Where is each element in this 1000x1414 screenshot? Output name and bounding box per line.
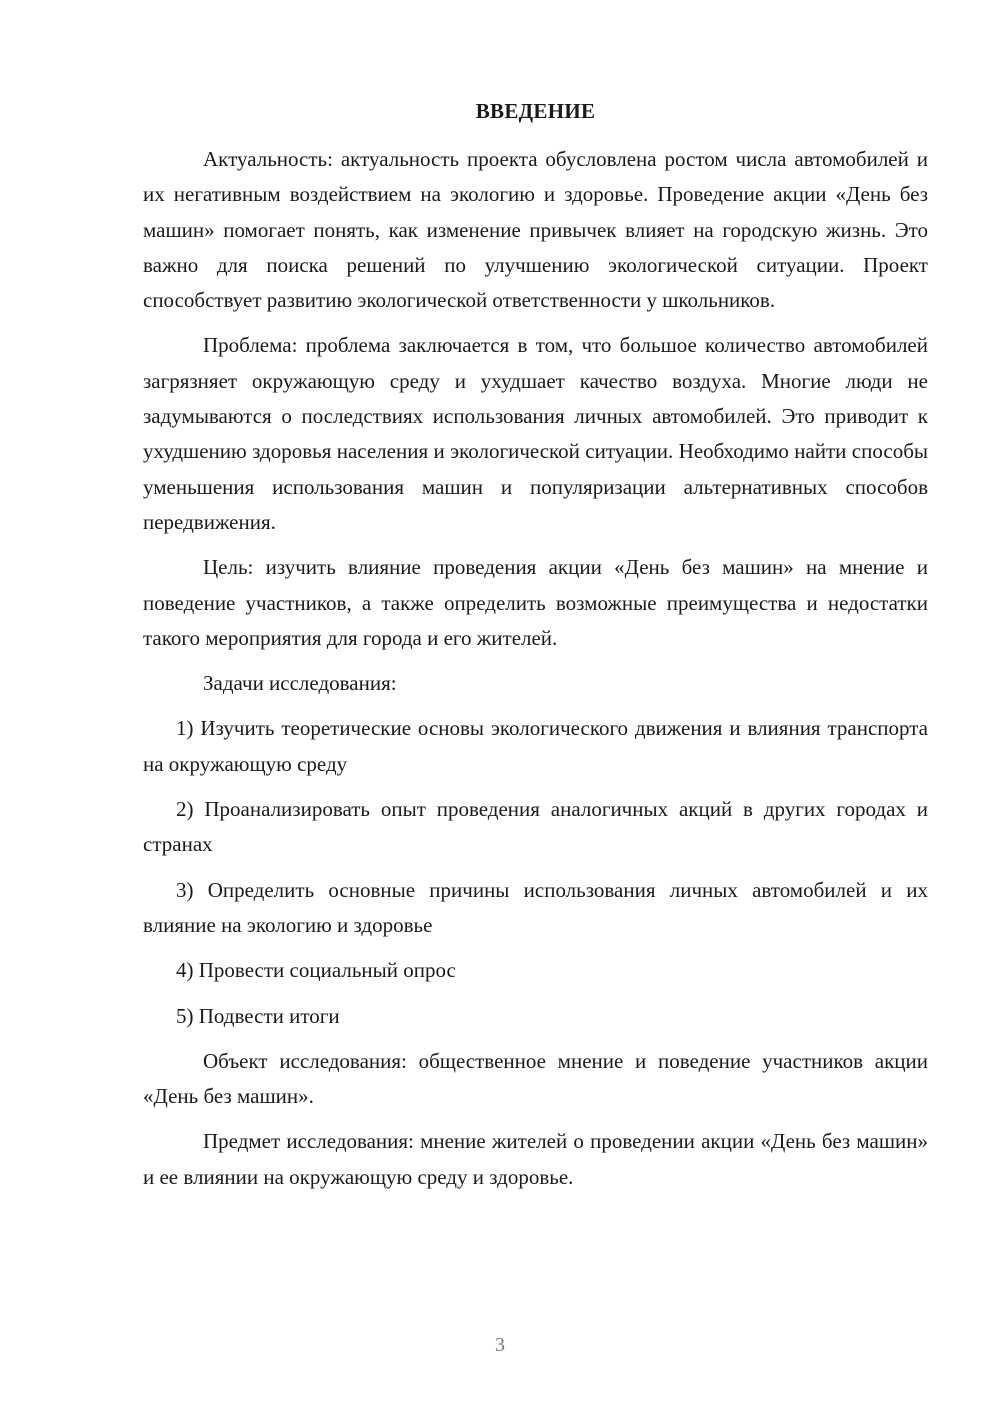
task-item: 2) Проанализировать опыт проведения аналогичных акций в других городах и странах	[143, 797, 928, 857]
subject-paragraph: Предмет исследования: мнение жителей о проведении акции «День без машин» и ее влиянии на окружающую среду и здоровье.	[143, 1129, 928, 1189]
task-item: 5) Подвести итоги	[176, 1003, 340, 1028]
document-page	[143, 96, 928, 1205]
section-heading: ВВЕДЕНИЕ	[475, 99, 596, 123]
task-item: 4) Провести социальный опрос	[176, 958, 456, 983]
goal-paragraph: Цель: изучить влияние проведения акции «День без машин» на мнение и поведение участников, а также определить возможные преимущества и недостатки такого мероприятия для города и его жителей.	[143, 555, 928, 650]
page-number: 3	[495, 1334, 505, 1356]
task-item: 3) Определить основные причины использования личных автомобилей и их влияние на экологию и здоровье	[143, 877, 928, 937]
object-paragraph: Объект исследования: общественное мнение и поведение участников акции «День без машин».	[143, 1048, 928, 1109]
tasks-title: Задачи исследования:	[203, 671, 397, 696]
relevance-paragraph: Актуальность: актуальность проекта обусловлена ростом числа автомобилей и их негативным воздействием на экологию и здоровье. Проведение акции «День без машин» помогает понять, как изменение привычек влияет на городскую жизнь. Это важно для поиска решений по улучшению экологической ситуации. Проект способствует развитию экологической ответственности у школьников.	[143, 147, 928, 313]
problem-paragraph: Проблема: проблема заключается в том, что большое количество автомобилей загрязняет окружающую среду и ухудшает качество воздуха. Многие люди не задумываются о последствиях использования личных автомобилей. Это приводит к ухудшению здоровья населения и экологической ситуации. Необходимо найти способы уменьшения использования машин и популяризации альтернативных способов передвижения.	[143, 333, 928, 534]
task-item: 1) Изучить теоретические основы экологического движения и влияния транспорта на окружающую среду	[143, 716, 928, 776]
